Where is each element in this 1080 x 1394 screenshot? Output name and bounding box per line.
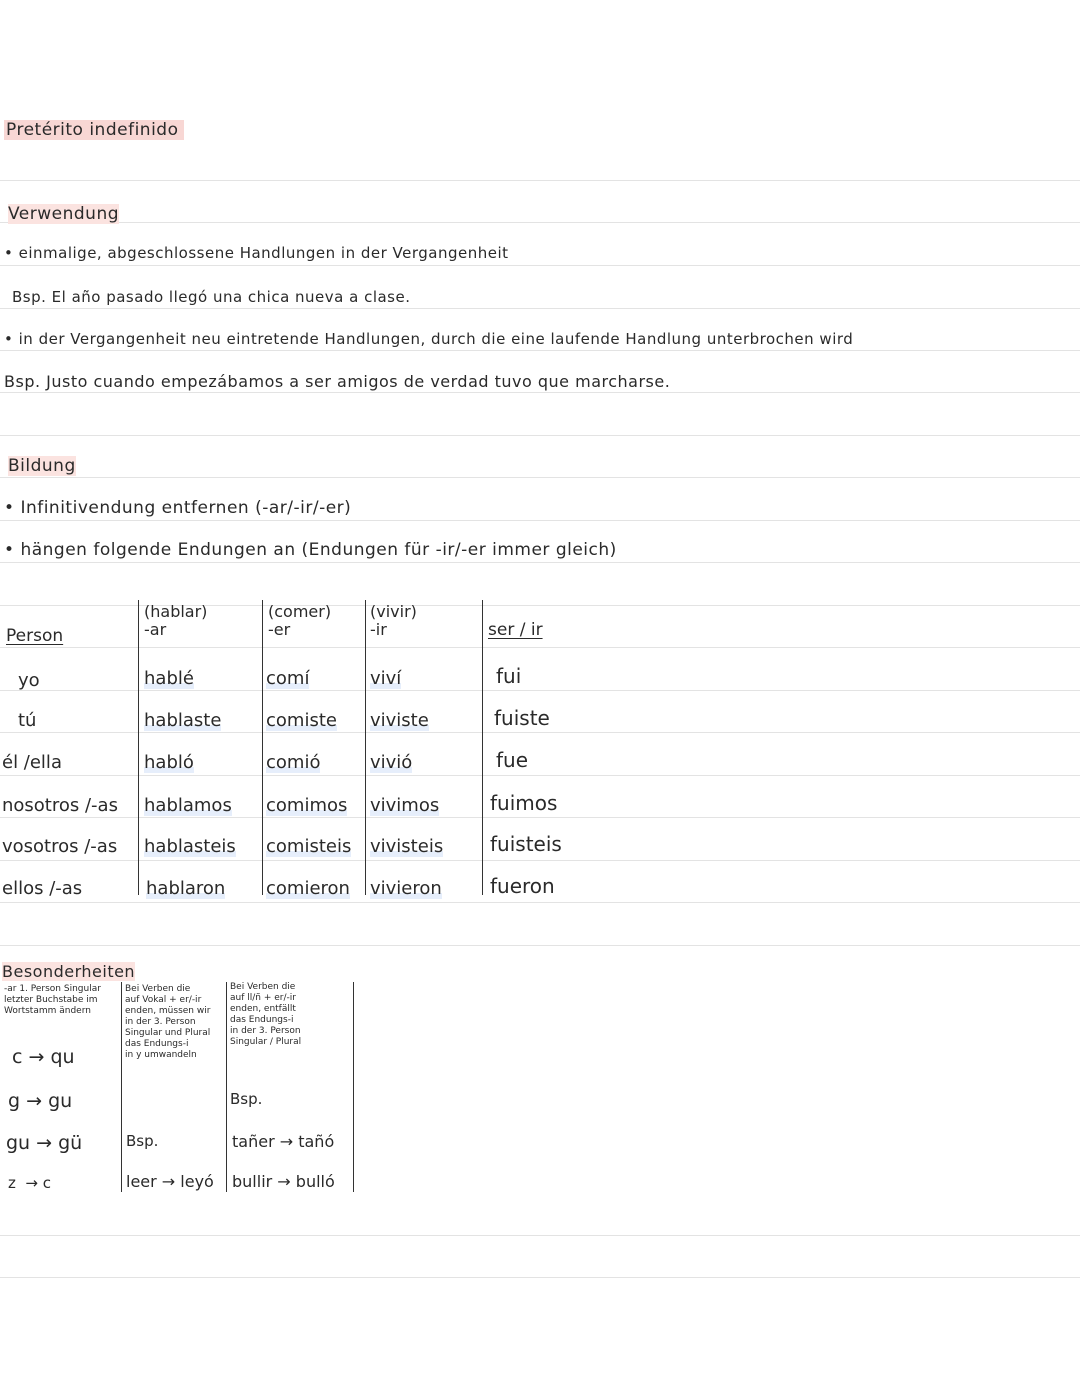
row-ar: hablé bbox=[144, 668, 194, 689]
verwendung-example-1: Bsp. El año pasado llegó una chica nueva a clase. bbox=[12, 288, 411, 306]
example-bullir: bullir → bulló bbox=[232, 1172, 335, 1191]
arrow-icon: → bbox=[36, 1132, 59, 1154]
verwendung-bullet-2: • in der Vergangenheit neu eintretende Handlungen, durch die eine laufende Handlung unterbrochen wird bbox=[4, 330, 854, 348]
row-ir: vivieron bbox=[370, 878, 442, 899]
row-er: comisteis bbox=[266, 836, 352, 857]
table-divider bbox=[226, 982, 227, 1192]
header-ar: (hablar) -ar bbox=[144, 602, 208, 639]
row-er: comieron bbox=[266, 878, 350, 899]
bsp-col2: Bsp. bbox=[126, 1132, 159, 1150]
verwendung-heading: Verwendung bbox=[8, 204, 120, 224]
change-row: c → qu bbox=[12, 1046, 75, 1068]
row-ser: fui bbox=[496, 664, 522, 688]
row-er: comió bbox=[266, 752, 321, 773]
row-ser: fueron bbox=[490, 874, 555, 898]
header-ir: (vivir) -ir bbox=[370, 602, 417, 639]
bullet-icon: • bbox=[4, 498, 15, 518]
arrow-icon: → bbox=[26, 1090, 49, 1112]
verwendung-example-2: Bsp. Justo cuando empezábamos a ser amigos de verdad tuvo que marcharse. bbox=[4, 372, 671, 391]
row-er: comimos bbox=[266, 795, 348, 816]
row-person: yo bbox=[18, 670, 40, 691]
row-ser: fue bbox=[496, 748, 529, 772]
table-divider bbox=[482, 600, 483, 895]
row-ir: viviste bbox=[370, 710, 429, 731]
row-ar: hablamos bbox=[144, 795, 232, 816]
example-leer: leer → leyó bbox=[126, 1172, 214, 1191]
header-ser-ir: ser / ir bbox=[488, 620, 543, 640]
arrow-icon: → bbox=[28, 1046, 51, 1068]
table-divider bbox=[121, 982, 122, 1192]
besonderheiten-heading: Besonderheiten bbox=[2, 962, 136, 981]
header-er: (comer) -er bbox=[268, 602, 332, 639]
row-ser: fuiste bbox=[494, 706, 550, 730]
row-ar: hablaste bbox=[144, 710, 222, 731]
table-divider bbox=[353, 982, 354, 1192]
row-ser: fuimos bbox=[490, 791, 558, 815]
table-divider bbox=[262, 600, 263, 895]
row-ir: vivimos bbox=[370, 795, 440, 816]
row-ar: habló bbox=[144, 752, 194, 773]
arrow-icon: → bbox=[20, 1174, 43, 1192]
change-row: g → gu bbox=[8, 1090, 73, 1112]
row-ir: vivió bbox=[370, 752, 413, 773]
row-ar: hablasteis bbox=[144, 836, 236, 857]
bildung-bullet-1: • Infinitivendung entfernen (-ar/-ir/-er) bbox=[4, 498, 352, 518]
note-col1: -ar 1. Person Singular letzter Buchstabe im Wortstamm ändern bbox=[4, 984, 101, 1016]
example-tanar: tañer → tañó bbox=[232, 1132, 335, 1151]
note-col3: Bei Verben die auf ll/ñ + er/-ir enden, entfällt das Endungs-i in der 3. Person Singular / Plural bbox=[230, 982, 302, 1047]
row-ser: fuisteis bbox=[490, 832, 562, 856]
table-divider bbox=[138, 600, 139, 895]
row-person: vosotros /-as bbox=[2, 836, 118, 857]
row-person: él /ella bbox=[2, 752, 62, 773]
note-col2: Bei Verben die auf Vokal + er/-ir enden, müssen wir in der 3. Person Singular und Plural das Endungs-i in y umwandeln bbox=[125, 984, 211, 1060]
bullet-icon: • bbox=[4, 330, 14, 348]
row-ir: vivisteis bbox=[370, 836, 444, 857]
row-ir: viví bbox=[370, 668, 402, 689]
bullet-icon: • bbox=[4, 244, 14, 262]
table-divider bbox=[365, 600, 366, 895]
bsp-col3: Bsp. bbox=[230, 1090, 263, 1108]
verwendung-bullet-1: • einmalige, abgeschlossene Handlungen in der Vergangenheit bbox=[4, 244, 509, 262]
row-er: comí bbox=[266, 668, 310, 689]
bildung-heading: Bildung bbox=[8, 456, 76, 476]
row-er: comiste bbox=[266, 710, 337, 731]
row-person: nosotros /-as bbox=[2, 795, 118, 816]
bullet-icon: • bbox=[4, 540, 15, 560]
page-title: Pretérito indefinido bbox=[4, 120, 184, 140]
bildung-bullet-2: • hängen folgende Endungen an (Endungen für -ir/-er immer gleich) bbox=[4, 540, 617, 560]
row-person: ellos /-as bbox=[2, 878, 83, 899]
row-ar: hablaron bbox=[146, 878, 226, 899]
row-person: tú bbox=[18, 710, 37, 731]
header-person: Person bbox=[6, 626, 64, 646]
change-row: gu → gü bbox=[6, 1132, 83, 1154]
change-row: z → c bbox=[8, 1174, 52, 1192]
